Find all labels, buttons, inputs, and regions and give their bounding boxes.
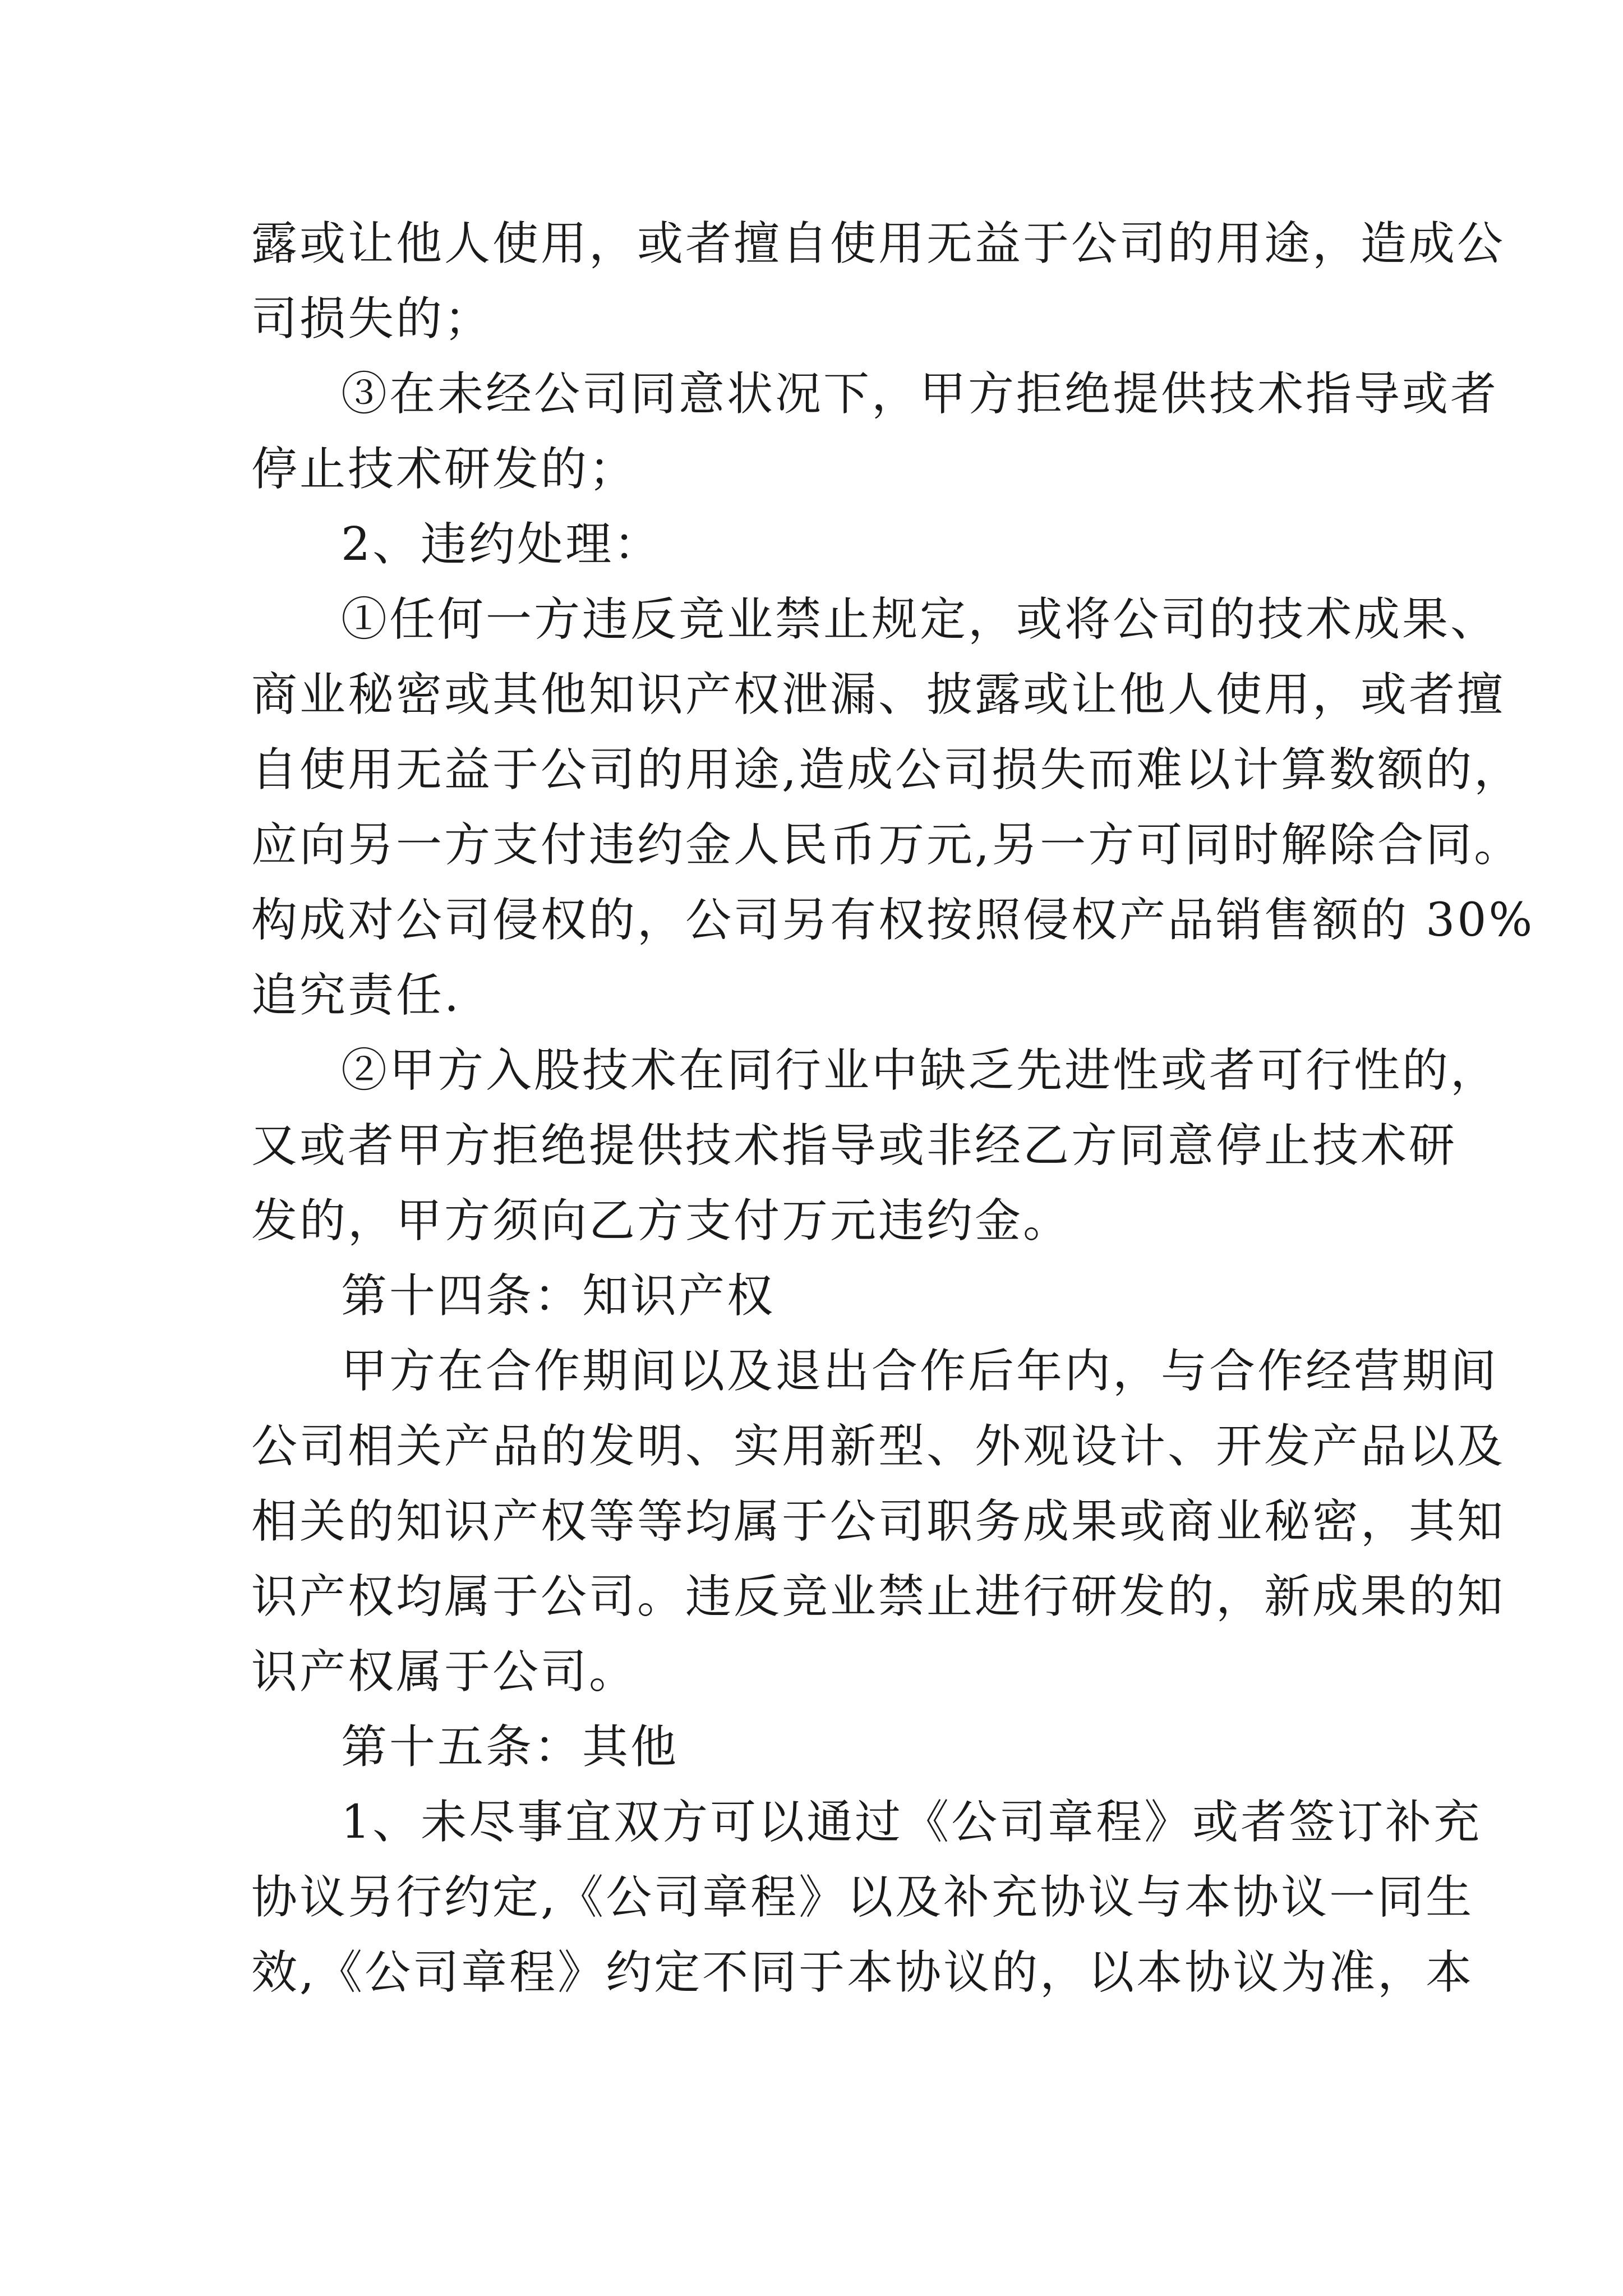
text-line: 相关的知识产权等等均属于公司职务成果或商业秘密，其知 (251, 1495, 1506, 1548)
text-line: 协议另行约定,《公司章程》以及补充协议与本协议一同生 (251, 1871, 1474, 1924)
text-line: 应向另一方支付违约金人民币万元,另一方可同时解除合同。 (251, 818, 1523, 872)
text-line: 发的，甲方须向乙方支付万元违约金。 (251, 1194, 1072, 1248)
text-line: 2、违约处理： (341, 518, 662, 571)
text-line: ①任何一方违反竞业禁止规定，或将公司的技术成果、 (341, 593, 1499, 646)
text-line: 司损失的； (251, 292, 493, 346)
section-heading: 第十四条：知识产权 (341, 1269, 776, 1323)
text-line: 效,《公司章程》约定不同于本协议的，以本协议为准，本 (251, 1946, 1474, 1999)
text-line: ②甲方入股技术在同行业中缺乏先进性或者可行性的， (341, 1044, 1499, 1097)
text-line: 公司相关产品的发明、实用新型、外观设计、开发产品以及 (251, 1420, 1506, 1473)
text-line: 露或让他人使用，或者擅自使用无益于公司的用途，造成公 (251, 217, 1506, 270)
text-line: 商业秘密或其他知识产权泄漏、披露或让他人使用，或者擅 (251, 668, 1506, 721)
text-line: 自使用无益于公司的用途,造成公司损失而难以计算数额的， (251, 743, 1523, 797)
text-line: 停止技术研发的； (251, 443, 638, 496)
text-line: 识产权均属于公司。违反竞业禁止进行研发的，新成果的知 (251, 1570, 1506, 1623)
text-line: ③在未经公司同意状况下，甲方拒绝提供技术指导或者 (341, 367, 1499, 421)
text-line: 识产权属于公司。 (251, 1645, 638, 1699)
text-line: 甲方在合作期间以及退出合作后年内，与合作经营期间 (341, 1345, 1499, 1398)
text-line: 1、未尽事宜双方可以通过《公司章程》或者签订补充 (341, 1796, 1482, 1849)
text-line: 又或者甲方拒绝提供技术指导或非经乙方同意停止技术研 (251, 1119, 1458, 1172)
text-line: 追究责任. (251, 969, 462, 1022)
document-body (251, 206, 1535, 2010)
text-line: 构成对公司侵权的，公司另有权按照侵权产品销售额的 30% (251, 894, 1535, 947)
section-heading: 第十五条：其他 (341, 1720, 679, 1774)
